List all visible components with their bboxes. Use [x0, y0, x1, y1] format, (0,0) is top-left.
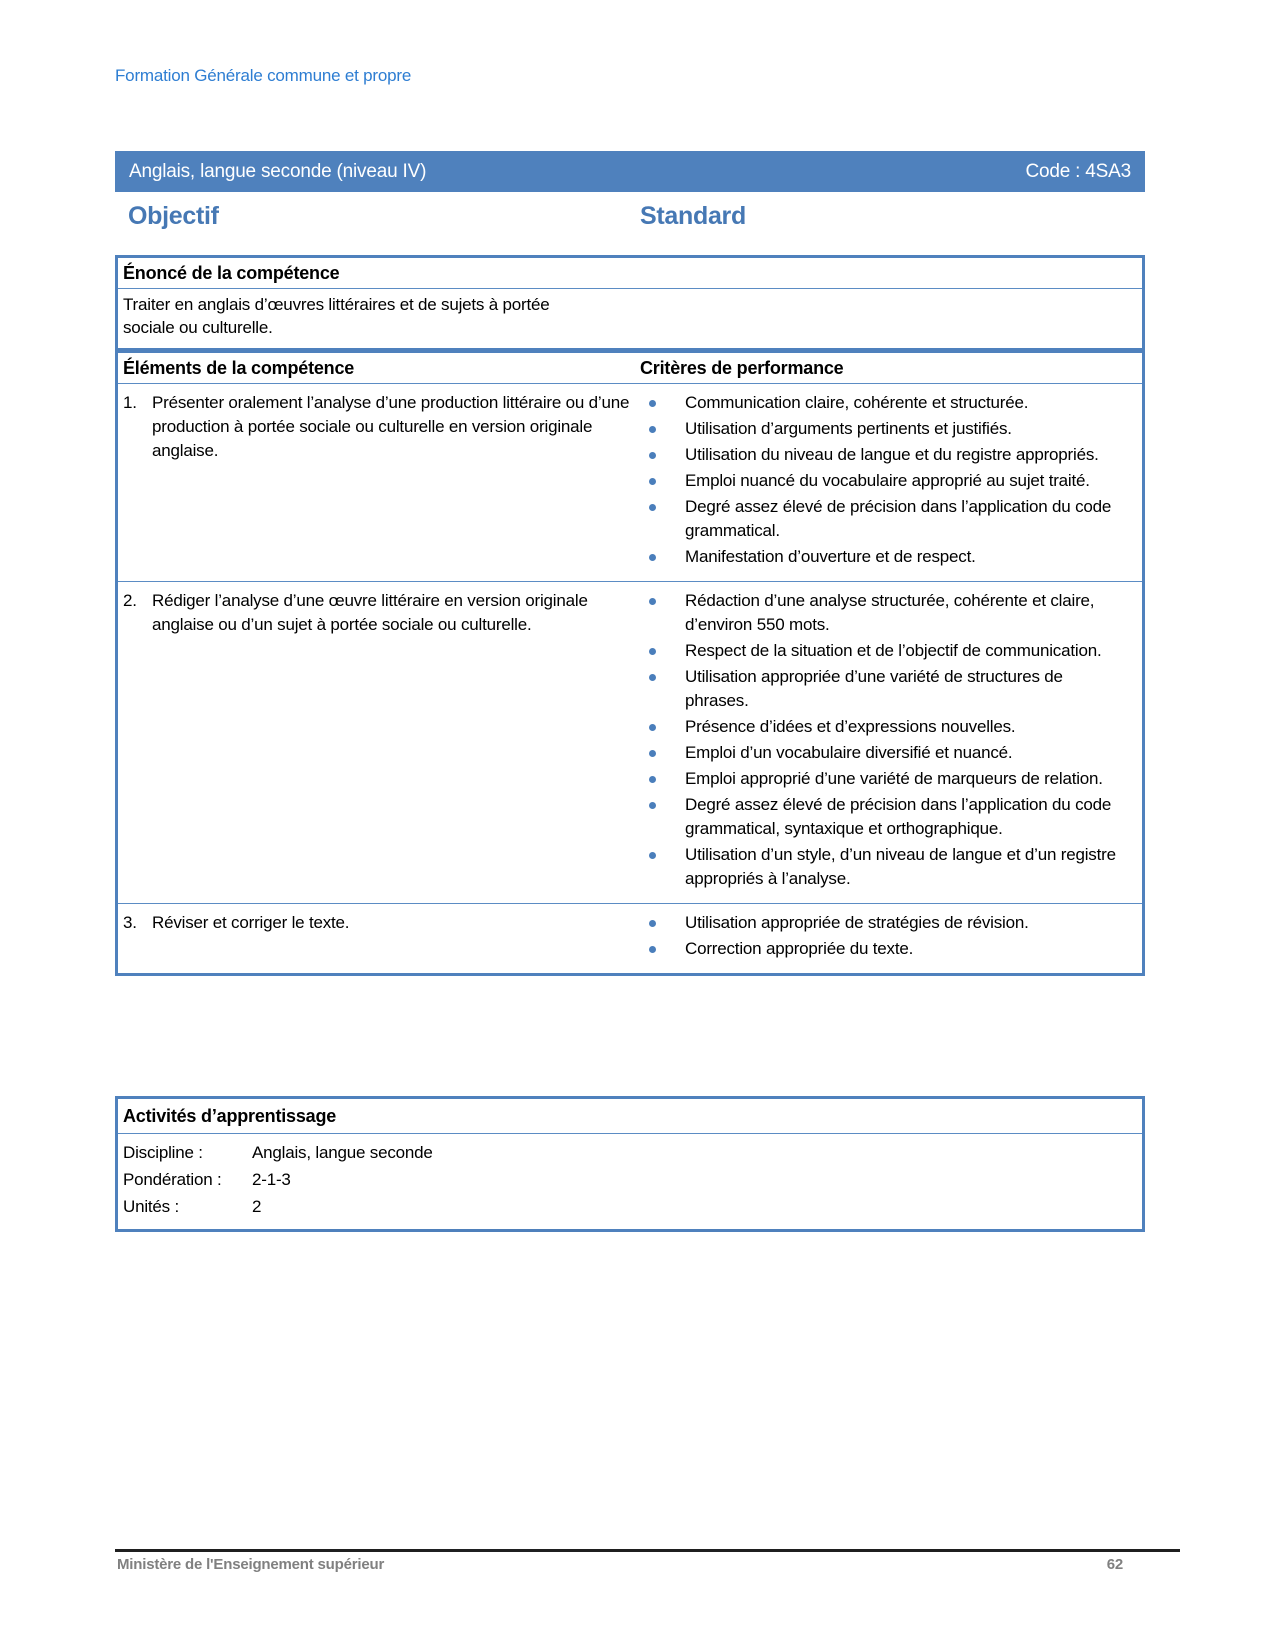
activites-row-unites: [123, 1193, 1137, 1220]
footer-page-number: 62: [1106, 1556, 1123, 1573]
element-cell: [118, 904, 640, 973]
footer-row: [115, 1552, 1180, 1573]
heading-standard: Standard: [640, 202, 746, 230]
competence-table: [115, 350, 1145, 976]
table-row: [118, 384, 1142, 582]
element-text: Présenter oralement l’analyse d’une production littéraire ou d’une production à portée sociale ou culturelle en version originale anglaise.: [152, 393, 630, 460]
criteria-item: Communication claire, cohérente et structurée.: [640, 391, 1118, 415]
activites-value: 2-1-3: [252, 1170, 291, 1189]
criteria-cell: [640, 582, 1142, 903]
criteria-item: Utilisation appropriée d’une variété de structures de phrases.: [640, 665, 1118, 713]
criteria-item: Emploi approprié d’une variété de marqueurs de relation.: [640, 767, 1118, 791]
criteria-item: Utilisation appropriée de stratégies de révision.: [640, 911, 1118, 935]
course-code: Code : 4SA3: [1025, 160, 1131, 182]
criteria-item: Emploi nuancé du vocabulaire approprié au sujet traité.: [640, 469, 1118, 493]
element-cell: [118, 384, 640, 581]
activites-label: Pondération :: [123, 1170, 222, 1189]
heading-objectif: Objectif: [128, 202, 219, 230]
competence-table-header-row: [118, 353, 1142, 384]
column-headings: [115, 202, 1145, 231]
footer-ministry: Ministère de l'Enseignement supérieur: [117, 1556, 385, 1573]
element-number: 2.: [123, 591, 137, 610]
criteria-item: Rédaction d’une analyse structurée, cohérente et claire, d’environ 550 mots.: [640, 589, 1118, 637]
criteria-item: Manifestation d’ouverture et de respect.: [640, 545, 1118, 569]
element-text: Réviser et corriger le texte.: [152, 913, 350, 932]
course-title: Anglais, langue seconde (niveau IV): [129, 160, 427, 182]
activites-header: Activités d’apprentissage: [118, 1099, 1142, 1134]
criteria-item: Emploi d’un vocabulaire diversifié et nuancé.: [640, 741, 1118, 765]
criteria-item: Degré assez élevé de précision dans l’application du code grammatical, syntaxique et orthographique.: [640, 793, 1118, 841]
criteria-list: [640, 391, 1136, 569]
document-category-note: Formation Générale commune et propre: [115, 66, 412, 85]
criteria-item: Degré assez élevé de précision dans l’application du code grammatical.: [640, 495, 1118, 543]
enonce-text: Traiter en anglais d’œuvres littéraires et de sujets à portée sociale ou culturelle.: [123, 295, 550, 337]
activites-value: Anglais, langue seconde: [252, 1143, 433, 1162]
activites-row-discipline: [123, 1139, 1137, 1166]
criteria-cell: [640, 904, 1142, 973]
activites-table: [115, 1096, 1145, 1232]
col-header-elements: Éléments de la compétence: [123, 358, 355, 378]
enonce-header: Énoncé de la compétence: [118, 258, 1142, 289]
activites-label: Unités :: [123, 1197, 180, 1216]
element-text: Rédiger l’analyse d’une œuvre littéraire en version originale anglaise ou d’un sujet à portée sociale ou culturelle.: [152, 591, 588, 634]
table-row: [118, 582, 1142, 904]
col-header-criteres: Critères de performance: [640, 358, 844, 378]
activites-label: Discipline :: [123, 1143, 203, 1162]
element-number: 1.: [123, 393, 137, 412]
criteria-item: Respect de la situation et de l’objectif de communication.: [640, 639, 1118, 663]
criteria-list: [640, 589, 1136, 891]
criteria-item: Utilisation d’arguments pertinents et justifiés.: [640, 417, 1118, 441]
criteria-list: [640, 911, 1136, 961]
activites-value: 2: [252, 1197, 262, 1216]
enonce-table: [115, 255, 1145, 351]
activites-body: [118, 1134, 1142, 1229]
activites-row-ponderation: [123, 1166, 1137, 1193]
enonce-body: [118, 289, 1142, 348]
page-footer: [115, 1549, 1180, 1573]
criteria-item: Présence d’idées et d’expressions nouvelles.: [640, 715, 1118, 739]
element-cell: [118, 582, 640, 903]
criteria-item: Correction appropriée du texte.: [640, 937, 1118, 961]
course-title-bar: [115, 151, 1145, 192]
element-number: 3.: [123, 913, 137, 932]
criteria-item: Utilisation d’un style, d’un niveau de langue et d’un registre appropriés à l’analyse.: [640, 843, 1118, 891]
table-row: [118, 904, 1142, 973]
criteria-item: Utilisation du niveau de langue et du registre appropriés.: [640, 443, 1118, 467]
criteria-cell: [640, 384, 1142, 581]
